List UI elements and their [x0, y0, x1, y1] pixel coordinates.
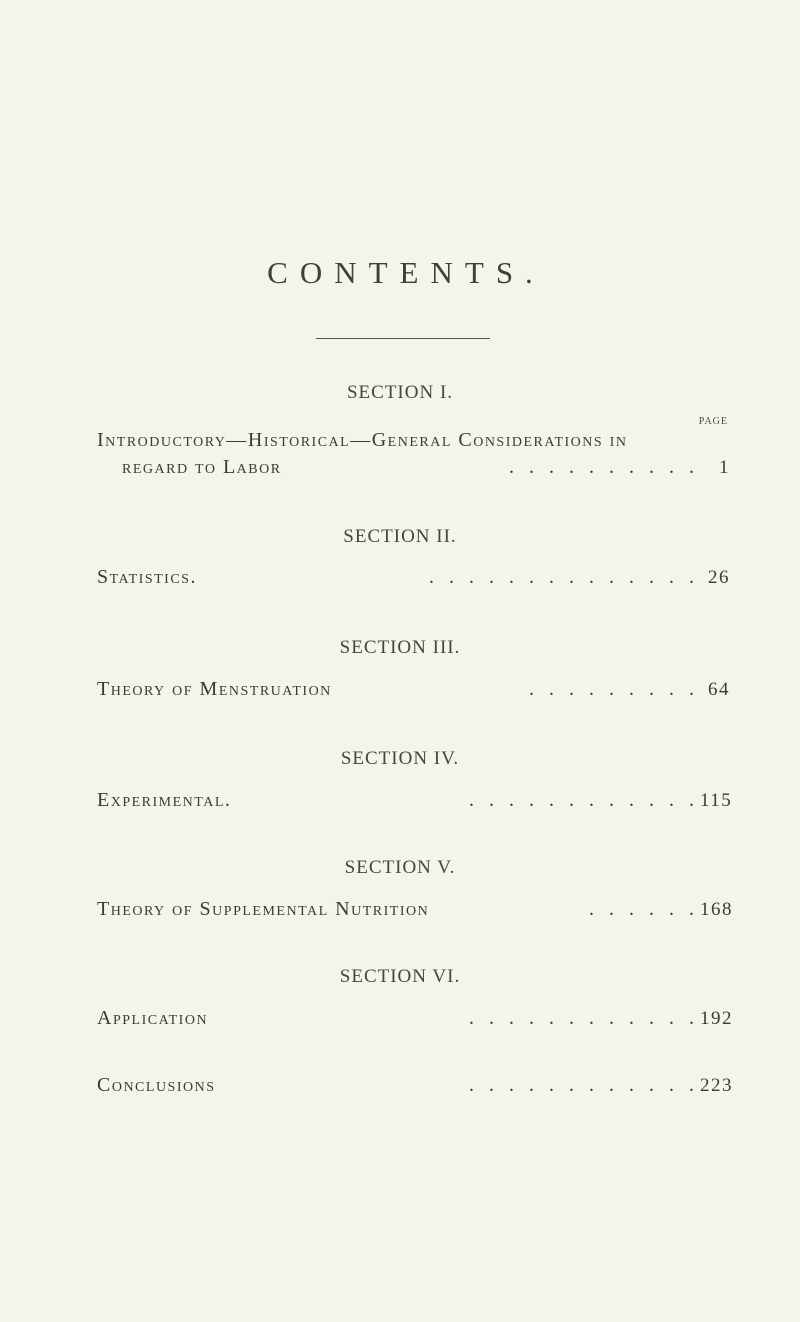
toc-entry-conclusions-title: Conclusions — [97, 1074, 216, 1096]
toc-entry-3 — [97, 675, 730, 703]
section-heading-4: SECTION IV. — [340, 748, 460, 769]
dot-leader: . . . . . . . . . . . . — [469, 1074, 694, 1096]
toc-entry-1-title-line2: regard to Labor — [122, 456, 282, 478]
toc-entry-1-line2 — [122, 453, 730, 481]
dot-leader: . . . . . . . . . — [529, 678, 694, 700]
dot-leader: . . . . . . . . . . . . — [469, 789, 694, 811]
toc-entry-2 — [97, 563, 730, 591]
dot-leader: . . . . . . . . . . — [509, 456, 694, 478]
dot-leader: . . . . . . . . . . . . — [469, 1007, 694, 1029]
page-column-label: PAGE — [698, 416, 728, 427]
section-heading-5: SECTION V. — [344, 857, 456, 878]
toc-entry-5-title: Theory of Supplemental Nutrition — [97, 898, 430, 920]
toc-entry-1-line1 — [97, 426, 730, 454]
toc-entry-conclusions-page: 223 — [700, 1075, 733, 1096]
section-heading-3: SECTION III. — [339, 637, 461, 658]
dot-leader: . . . . . . . . . . . . . . — [429, 566, 694, 588]
toc-entry-3-title: Theory of Menstruation — [97, 678, 332, 700]
title-rule — [316, 338, 490, 339]
toc-entry-1-title-line1: Introductory—Historical—General Considerations in — [97, 429, 628, 451]
toc-entry-2-title: Statistics. — [97, 566, 197, 588]
toc-entry-6-page: 192 — [700, 1008, 733, 1029]
dot-leader: . . . . . . — [589, 898, 694, 920]
toc-entry-4 — [97, 786, 733, 814]
section-heading-1: SECTION I. — [346, 382, 454, 403]
toc-entry-5-page: 168 — [700, 899, 733, 920]
toc-entry-4-title: Experimental. — [97, 789, 232, 811]
section-heading-2: SECTION II. — [343, 526, 457, 547]
page-title: CONTENTS. — [267, 255, 545, 290]
toc-entry-5 — [97, 895, 733, 923]
toc-entry-6 — [97, 1004, 733, 1032]
toc-entry-conclusions — [97, 1071, 733, 1099]
toc-entry-2-page: 26 — [708, 567, 730, 588]
toc-entry-6-title: Application — [97, 1007, 209, 1029]
toc-entry-4-page: 115 — [700, 790, 733, 811]
section-heading-6: SECTION VI. — [339, 966, 461, 987]
toc-entry-1-page: 1 — [719, 457, 730, 478]
toc-entry-3-page: 64 — [708, 679, 730, 700]
